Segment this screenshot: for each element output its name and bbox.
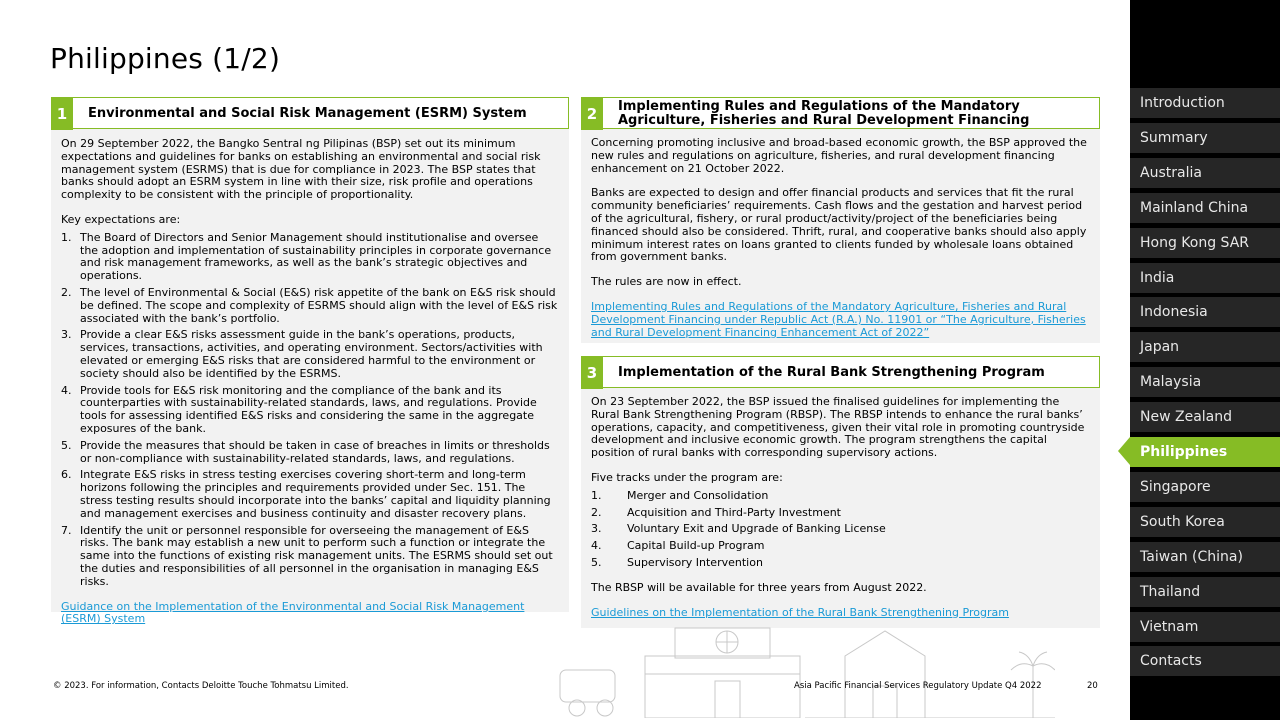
footer-copyright: © 2023. For information, Contacts Deloitte Touche Tohmatsu Limited. xyxy=(53,681,349,691)
section-header xyxy=(581,97,1100,129)
item-text: Identify the unit or personnel responsible for overseeing the management of E&S risks. The bank may establish a new unit to perform such a function or integrate the same into the functions of existing risk management units. The ESRMS should set out the duties and responsibilities of all personnel in the organisation in managing E&S risks. xyxy=(80,523,553,588)
nav-item-taiwan-china[interactable]: Taiwan (China) xyxy=(1130,542,1280,572)
key-expectations-label: Key expectations are: xyxy=(61,212,181,226)
section-number-badge: 2 xyxy=(581,98,603,130)
section-paragraph: Concerning promoting inclusive and broad-based economic growth, the BSP approved the new rules and regulations on agriculture, fisheries, and rural development financing enhancement on 21 October 2022. xyxy=(591,136,1087,175)
item-text: The Board of Directors and Senior Management should institutionalise and oversee the adoption and implementation of sustainability principles in corporate governance and risk management frameworks, as well as the bank’s strategic objectives and operations. xyxy=(80,230,552,283)
active-indicator-arrow xyxy=(1118,437,1130,465)
expectation-item xyxy=(61,232,559,283)
nav-item-philippines[interactable]: Philippines xyxy=(1130,437,1280,467)
key-expectations-list xyxy=(61,232,559,589)
track-item xyxy=(591,507,1090,520)
expectation-item xyxy=(61,385,559,436)
item-number: 4. xyxy=(61,383,72,397)
item-number: 4. xyxy=(591,539,602,553)
expectation-item xyxy=(61,525,559,589)
rbsp-section xyxy=(581,356,1100,628)
nav-item-singapore[interactable]: Singapore xyxy=(1130,472,1280,502)
tracks-list xyxy=(591,490,1090,570)
nav-item-mainland-china[interactable]: Mainland China xyxy=(1130,193,1280,223)
section-header xyxy=(581,356,1100,388)
item-text: Provide a clear E&S risks assessment guide in the bank’s operations, products, services, transactions, activities, and operating environment. Sectors/activities with elevated or emerging E&S risks that are considered harmful to the environment or society should also be identified by the ESRMS. xyxy=(80,328,543,380)
nav-item-summary[interactable]: Summary xyxy=(1130,123,1280,153)
item-number: 2. xyxy=(591,505,602,519)
nav-item-south-korea[interactable]: South Korea xyxy=(1130,507,1280,537)
nav-item-thailand[interactable]: Thailand xyxy=(1130,577,1280,607)
section-number-badge: 1 xyxy=(51,98,73,130)
item-number: 7. xyxy=(61,523,72,537)
nav-item-vietnam[interactable]: Vietnam xyxy=(1130,612,1280,642)
item-text: Supervisory Intervention xyxy=(627,555,763,569)
item-number: 2. xyxy=(61,285,72,299)
esrm-guidance-link[interactable]: Guidance on the Implementation of the Environmental and Social Risk Management (ESRM) System xyxy=(61,599,525,626)
item-number: 5. xyxy=(61,438,72,452)
section-paragraph: On 23 September 2022, the BSP issued the finalised guidelines for implementing the Rural Bank Strengthening Program (RBSP). The RBSP intends to enhance the rural banks’ operations, capacity, and competitiveness, given their vital role in promoting countryside development and inclusive economic growth. The program strengthens the capital position of rural banks with corresponding supervisory actions. xyxy=(591,395,1085,460)
item-text: Capital Build-up Program xyxy=(627,539,765,553)
item-text: Provide tools for E&S risk monitoring and the compliance of the bank and its counterparties with sustainability-related standards, laws, and regulations. Provide tools for assessing identified E&S risks and considering the same in the aggregate exposures of the bank. xyxy=(80,383,537,435)
nav-item-new-zealand[interactable]: New Zealand xyxy=(1130,402,1280,432)
esrm-section xyxy=(51,97,569,626)
section-title: Environmental and Social Risk Management (ESRM) System xyxy=(88,106,527,121)
rbsp-guidelines-link[interactable]: Guidelines on the Implementation of the Rural Bank Strengthening Program xyxy=(591,605,1009,619)
section-number-badge: 3 xyxy=(581,357,603,389)
track-item xyxy=(591,490,1090,503)
section-title: Implementing Rules and Regulations of the Mandatory Agriculture, Fisheries and Rural Development Financing xyxy=(618,99,1030,128)
nav-item-malaysia[interactable]: Malaysia xyxy=(1130,367,1280,397)
agri-rules-link[interactable]: Implementing Rules and Regulations of the Mandatory Agriculture, Fisheries and Rural Development Financing under Republic Act (R.A.) No. 11901 or “The Agriculture, Fisheries and Rural Development Financing Enhancement Act of 2022” xyxy=(591,299,1086,339)
nav-item-india[interactable]: India xyxy=(1130,263,1280,293)
expectation-item xyxy=(61,329,559,380)
item-text: Provide the measures that should be taken in case of breaches in limits or thresholds or non-compliance with sustainability-related standards, laws, and regulations. xyxy=(80,438,550,465)
nav-item-japan[interactable]: Japan xyxy=(1130,332,1280,362)
item-number: 1. xyxy=(591,488,602,502)
item-text: Merger and Consolidation xyxy=(627,488,769,502)
expectation-item xyxy=(61,287,559,325)
tracks-label: Five tracks under the program are: xyxy=(591,470,783,484)
item-number: 3. xyxy=(61,328,72,342)
track-item xyxy=(591,557,1090,570)
item-number: 3. xyxy=(591,522,602,536)
section-header xyxy=(51,97,569,129)
track-item xyxy=(591,540,1090,553)
item-text: The level of Environmental & Social (E&S) risk appetite of the bank on E&S risk should be defined. The scope and complexity of ESRMS should align with the level of E&S risk associated with the bank’s portfolio. xyxy=(80,285,558,325)
agri-financing-section xyxy=(581,97,1100,343)
nav-item-contacts[interactable]: Contacts xyxy=(1130,646,1280,676)
nav-item-indonesia[interactable]: Indonesia xyxy=(1130,297,1280,327)
section-paragraph: The RBSP will be available for three years from August 2022. xyxy=(591,580,927,594)
nav-item-introduction[interactable]: Introduction xyxy=(1130,88,1280,118)
section-paragraph: Banks are expected to design and offer financial products and services that fit the rural community beneficiaries’ requirements. Cash flows and the gestation and harvest period of the agricultural, fishery, or rural product/activity/project of the beneficiaries being financed should also be considered. Thrift, rural, and cooperative banks should also apply minimum interest rates on loans granted to clients funded by wholesale loans obtained from government banks. xyxy=(591,186,1087,264)
section-intro: On 29 September 2022, the Bangko Sentral ng Pilipinas (BSP) set out its minimum expectations and guidelines for banks on establishing an environmental and social risk management system (ESRMS) that is due for compliance in 2023. The BSP states that banks should adopt an ESRM system in line with their size, risk profile and operations complexity to be consistent with the principle of proportionality. xyxy=(61,137,541,202)
item-number: 6. xyxy=(61,468,72,482)
section-paragraph: The rules are now in effect. xyxy=(591,275,742,289)
nav-item-australia[interactable]: Australia xyxy=(1130,158,1280,188)
footer-publication: Asia Pacific Financial Services Regulatory Update Q4 2022 xyxy=(794,681,1042,691)
item-text: Voluntary Exit and Upgrade of Banking License xyxy=(627,522,886,536)
item-number: 1. xyxy=(61,230,72,244)
building-illustration xyxy=(555,626,1055,718)
item-number: 5. xyxy=(591,555,602,569)
page-title: Philippines (1/2) xyxy=(50,42,281,75)
item-text: Integrate E&S risks in stress testing exercises covering short-term and long-term horizons following the principles and requirements provided under Sec. 151. The stress testing results should incorporate into the banks’ capital and liquidity planning and management exercises and business continuity and disaster recovery plans. xyxy=(80,468,551,520)
item-text: Acquisition and Third-Party Investment xyxy=(627,505,841,519)
track-item xyxy=(591,523,1090,536)
section-title: Implementation of the Rural Bank Strengthening Program xyxy=(618,365,1045,380)
expectation-item xyxy=(61,440,559,466)
page-number: 20 xyxy=(1087,681,1098,691)
nav-item-hong-kong-sar[interactable]: Hong Kong SAR xyxy=(1130,228,1280,258)
expectation-item xyxy=(61,469,559,520)
